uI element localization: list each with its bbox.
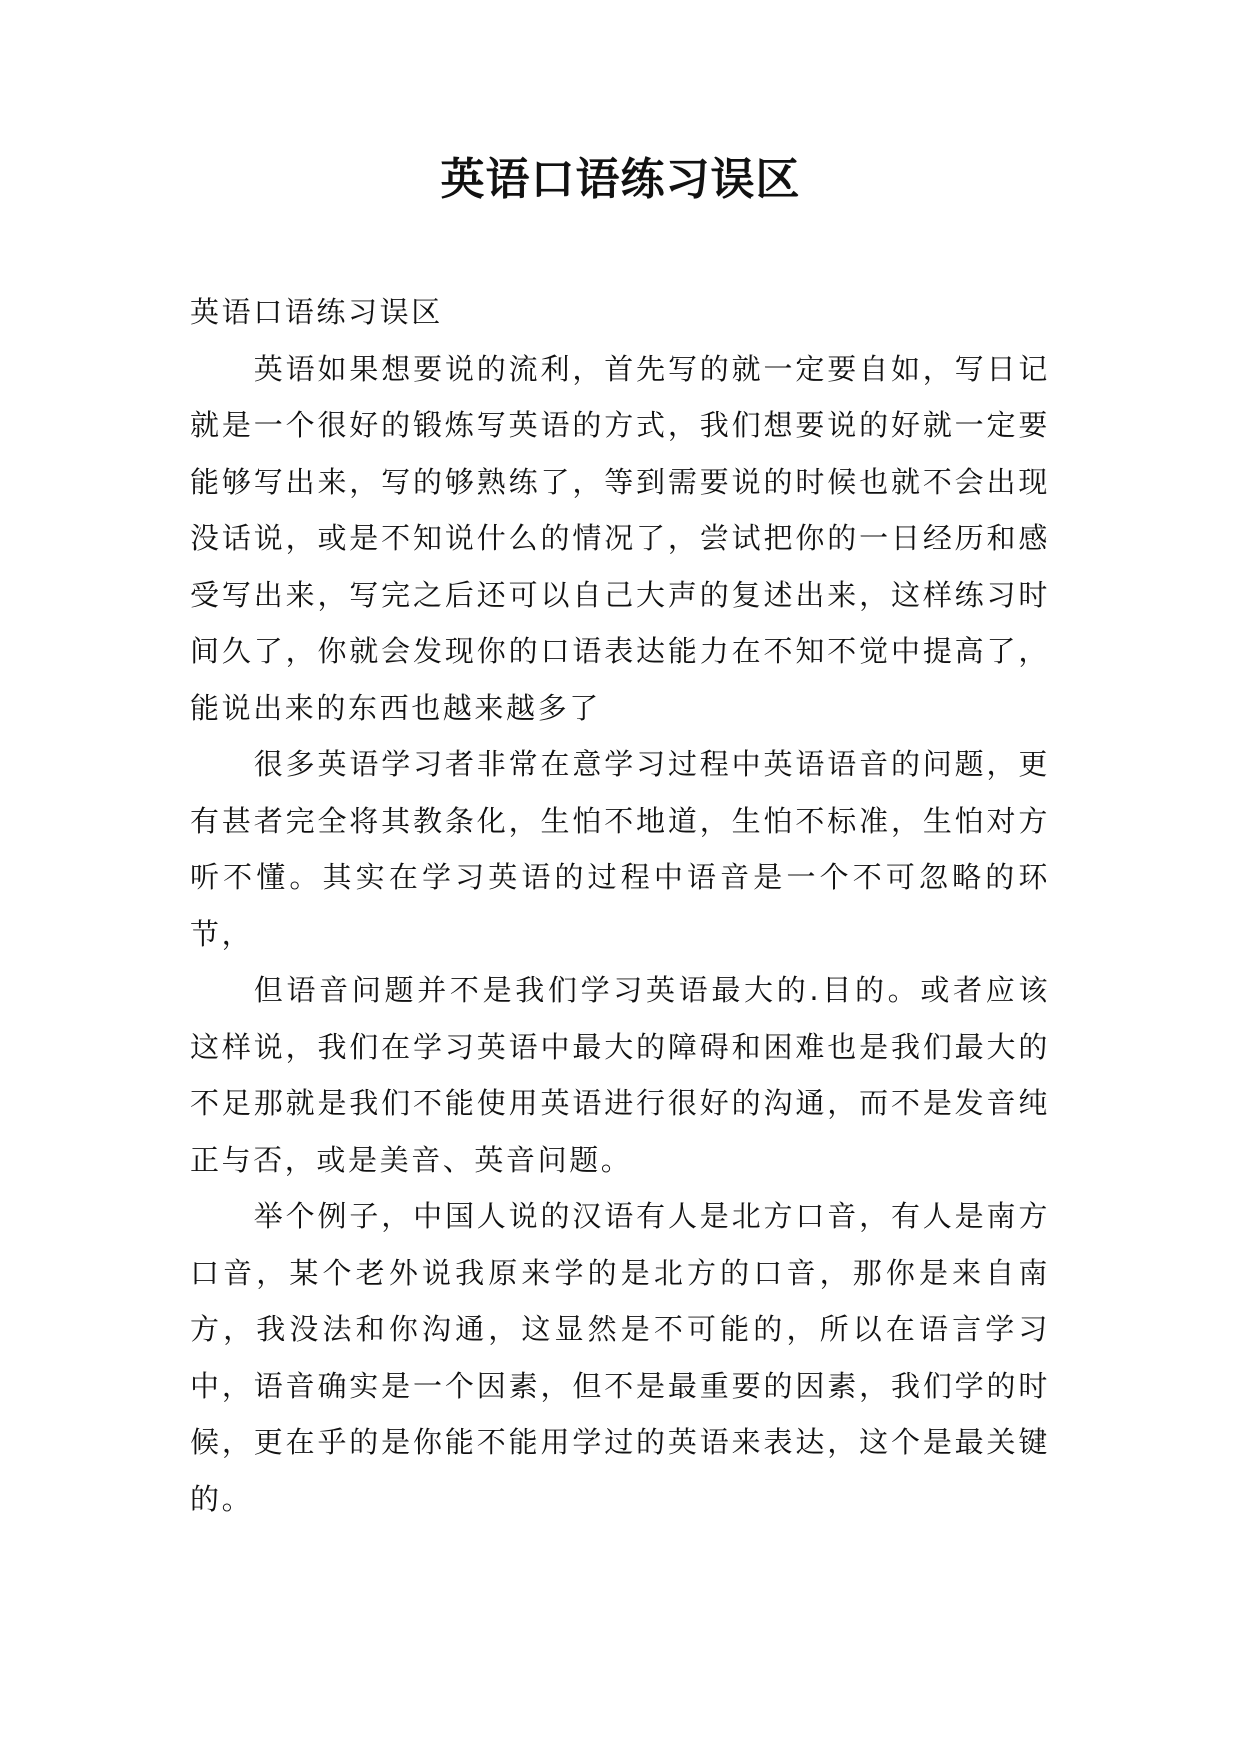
paragraph-2: 很多英语学习者非常在意学习过程中英语语音的问题，更有甚者完全将其教条化，生怕不地道，生怕不标准，生怕对方听不懂。其实在学习英语的过程中语音是一个不可忽略的环节，	[190, 747, 1050, 951]
document-subtitle: 英语口语练习误区	[190, 295, 443, 329]
document-body	[190, 284, 1050, 1527]
paragraph-3: 但语音问题并不是我们学习英语最大的.目的。或者应该这样说，我们在学习英语中最大的障碍和困难也是我们最大的不足那就是我们不能使用英语进行很好的沟通，而不是发音纯正与否，或是美音、英音问题。	[190, 973, 1050, 1177]
document-title: 英语口语练习误区	[440, 154, 801, 205]
paragraph-4: 举个例子，中国人说的汉语有人是北方口音，有人是南方口音，某个老外说我原来学的是北方的口音，那你是来自南方，我没法和你沟通，这显然是不可能的，所以在语言学习中，语音确实是一个因素，但不是最重要的因素，我们学的时候，更在乎的是你能不能用学过的英语来表达，这个是最关键的。	[190, 1199, 1050, 1516]
paragraph-1: 英语如果想要说的流利，首先写的就一定要自如，写日记就是一个很好的锻炼写英语的方式，我们想要说的好就一定要能够写出来，写的够熟练了，等到需要说的时候也就不会出现没话说，或是不知说什么的情况了，尝试把你的一日经历和感受写出来，写完之后还可以自己大声的复述出来，这样练习时间久了，你就会发现你的口语表达能力在不知不觉中提高了，能说出来的东西也越来越多了	[190, 351, 1050, 725]
